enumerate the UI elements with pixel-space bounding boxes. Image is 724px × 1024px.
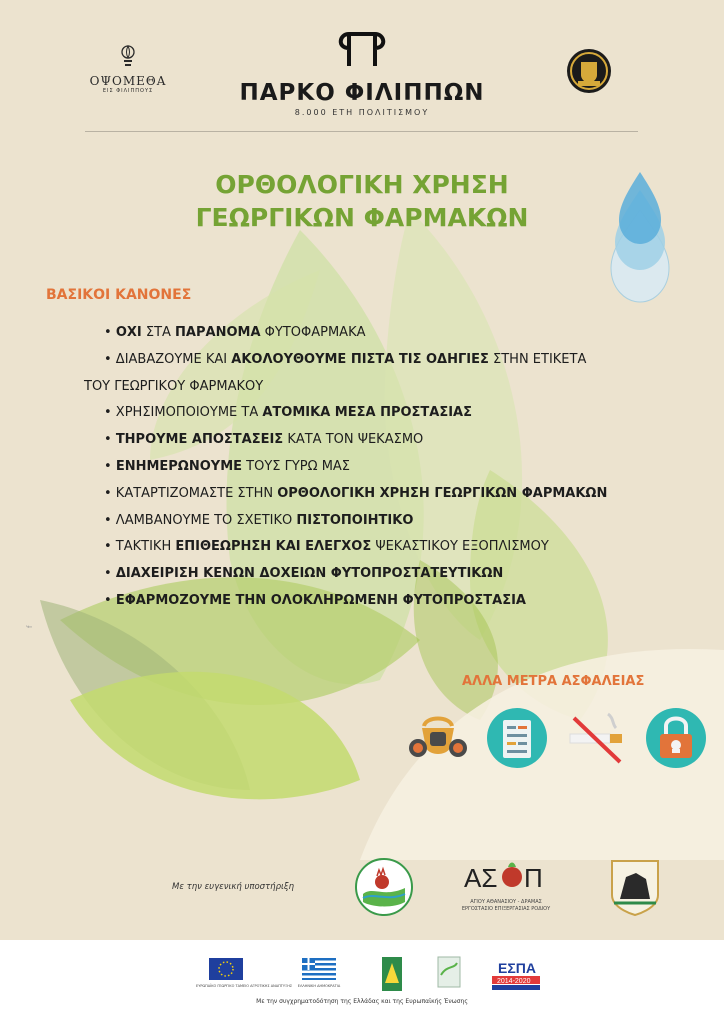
greek-flag-icon [302, 958, 336, 980]
rule-emphasis: ΕΠΙΘΕΩΡΗΣΗ ΚΑΙ ΕΛΕΓΧΟΣ [175, 539, 372, 555]
rule-item [104, 483, 664, 510]
optometha-name: ΟΨΟΜΕΘΑ [89, 74, 167, 88]
svg-text:2014-2020: 2014-2020 [497, 978, 531, 985]
rule-emphasis: ΤΗΡΟΥΜΕ ΑΠΟΣΤΑΣΕΙΣ [115, 432, 284, 448]
svg-text:ΑΣ: ΑΣ [464, 863, 498, 893]
rule-item [104, 510, 664, 537]
rule-emphasis: ΠΙΣΤΟΠΟΙΗΤΙΚΟ [296, 512, 414, 528]
rule-text: • [104, 325, 116, 340]
rule-emphasis: ΑΤΟΜΙΚΑ ΜΕΣΑ ΠΡΟΣΤΑΣΙΑΣ [262, 405, 472, 421]
rule-emphasis: ΕΦΑΡΜΟΖΟΥΜΕ ΤΗΝ ΟΛΟΚΛΗΡΩΜΕΝΗ ΦΥΤΟΠΡΟΣΤΑΣΙΑ [115, 592, 526, 608]
rule-text: ΣΤΗΝ ΕΤΙΚΕΤΑ [488, 351, 587, 367]
rule-item [104, 536, 664, 563]
rule-item [104, 456, 664, 483]
eu-caption: ΕΥΡΩΠΑΪΚΟ ΓΕΩΡΓΙΚΟ ΤΑΜΕΙΟ ΑΓΡΟΤΙΚΗΣ ΑΝΑΠΤΥΞΗΣ [196, 984, 293, 988]
funding-caption: Με την συγχρηματοδότηση της Ελλάδας και της Ευρωπαϊκής Ένωσης [256, 998, 468, 1005]
agri-association-logo [355, 858, 413, 916]
municipality-crest-icon [606, 855, 664, 917]
rule-text: • [104, 592, 116, 608]
locked-poison-icon [646, 708, 706, 768]
rule-text: • ΛΑΜΒΑΝΟΥΜΕ ΤΟ ΣΧΕΤΙΚΟ [104, 512, 297, 528]
header-divider [85, 131, 638, 132]
eu-flag-icon [209, 958, 243, 980]
asop-logo [456, 855, 556, 915]
park-subtitle: 8.000 ΕΤΗ ΠΟΛΙΤΙΣΜΟΥ [294, 108, 430, 117]
main-title [150, 168, 574, 234]
gold-crest-icon [566, 48, 612, 94]
rule-text: ΚΑΤΑ ΤΟΝ ΨΕΚΑΣΜΟ [283, 432, 424, 448]
svg-text:ΕΣΠΑ: ΕΣΠΑ [498, 960, 536, 976]
optometha-logo [88, 44, 168, 94]
rule-text: • [104, 458, 116, 474]
no-smoking-icon [566, 708, 626, 768]
rule-text: ΣΤΑ [141, 325, 176, 340]
leader-logo-icon [382, 957, 402, 991]
rural-programme-logo-icon [438, 957, 460, 987]
rule-item [104, 563, 664, 590]
rule-item [104, 429, 664, 456]
asop-line1: ΑΓΙΟΥ ΑΘΑΝΑΣΙΟΥ - ΔΡΑΜΑΣ [470, 899, 542, 905]
support-text: Με την ευγενική υποστήριξη [172, 882, 294, 892]
rule-item [104, 349, 664, 376]
rule-text: • ΧΡΗΣΙΜΟΠΟΙΟΥΜΕ ΤΑ [104, 405, 263, 421]
rule-text: ΤΟΥΣ ΓΥΡΩ ΜΑΣ [242, 458, 351, 474]
rule-text: • ΤΑΚΤΙΚΗ [104, 539, 176, 555]
rule-text: ΤΟΥ ΓΕΩΡΓΙΚΟΥ ΦΑΡΜΑΚΟΥ [84, 378, 264, 394]
optometha-sub: ΕΙΣ ΦΙΛΙΠΠΟΥΣ [102, 88, 154, 94]
main-title-line1: ΟΡΘΟΛΟΓΙΚΗ ΧΡΗΣΗ [215, 170, 509, 199]
rule-emphasis: ΔΙΑΧΕΙΡΙΣΗ ΚΕΝΩΝ ΔΟΧΕΙΩΝ ΦΥΤΟΠΡΟΣΤΑΤΕΥΤΙΚΩΝ [115, 566, 504, 582]
water-drops-icon [605, 170, 675, 320]
rule-text: ΦΥΤΟΦΑΡΜΑΚΑ [260, 325, 366, 340]
rule-text: ΨΕΚΑΣΤΙΚΟΥ ΕΞΟΠΛΙΣΜΟΥ [371, 539, 549, 555]
rule-emphasis: ΠΑΡΑΝΟΜΑ [175, 325, 261, 340]
rule-text: • [104, 566, 116, 582]
rule-text: • ΔΙΑΒΑΖΟΥΜΕ ΚΑΙ [104, 351, 232, 367]
rule-emphasis: ΑΚΟΛΟΥΘΟΥΜΕ ΠΙΣΤΑ ΤΙΣ ΟΔΗΓΙΕΣ [231, 351, 489, 367]
park-title: ΠΑΡΚΟ ΦΙΛΙΠΠΩΝ [239, 80, 485, 106]
park-monogram-icon [335, 28, 389, 68]
rule-item [84, 376, 664, 403]
rule-text: • [104, 432, 116, 448]
rules-heading: ΒΑΣΙΚΟΙ ΚΑΝΟΝΕΣ [46, 287, 192, 303]
watermark: f [26, 625, 34, 628]
other-measures-heading: ΑΛΛΑ ΜΕΤΡΑ ΑΣΦΑΛΕΙΑΣ [462, 674, 645, 689]
gr-caption: ΕΛΛΗΝΙΚΗ ΔΗΜΟΚΡΑΤΙΑ [297, 984, 341, 988]
storage-cabinet-icon [487, 708, 547, 768]
rule-emphasis: ΟΡΘΟΛΟΓΙΚΗ ΧΡΗΣΗ ΓΕΩΡΓΙΚΩΝ ΦΑΡΜΑΚΩΝ [277, 485, 608, 501]
gas-mask-icon [408, 708, 468, 768]
main-title-line2: ΓΕΩΡΓΙΚΩΝ ΦΑΡΜΑΚΩΝ [195, 203, 529, 232]
rule-emphasis: ΟΧΙ [115, 325, 142, 340]
rule-item [104, 590, 664, 617]
rules-list [84, 322, 664, 617]
asop-wordmark [456, 855, 556, 899]
rule-emphasis: ΕΝΗΜΕΡΩΝΟΥΜΕ [115, 458, 243, 474]
espa-logo-icon [492, 957, 540, 991]
rule-text: • ΚΑΤΑΡΤΙΖΟΜΑΣΤΕ ΣΤΗΝ [104, 485, 278, 501]
asop-line2: ΕΡΓΟΣΤΑΣΙΟ ΕΠΙΞΕΡΓΑΣΙΑΣ ΡΟΔΙΟΥ [461, 906, 551, 912]
funders-logos [0, 955, 724, 1000]
rule-item [104, 402, 664, 429]
svg-text:Π: Π [524, 863, 543, 893]
lamp-icon [118, 44, 138, 68]
rule-item [104, 322, 664, 349]
